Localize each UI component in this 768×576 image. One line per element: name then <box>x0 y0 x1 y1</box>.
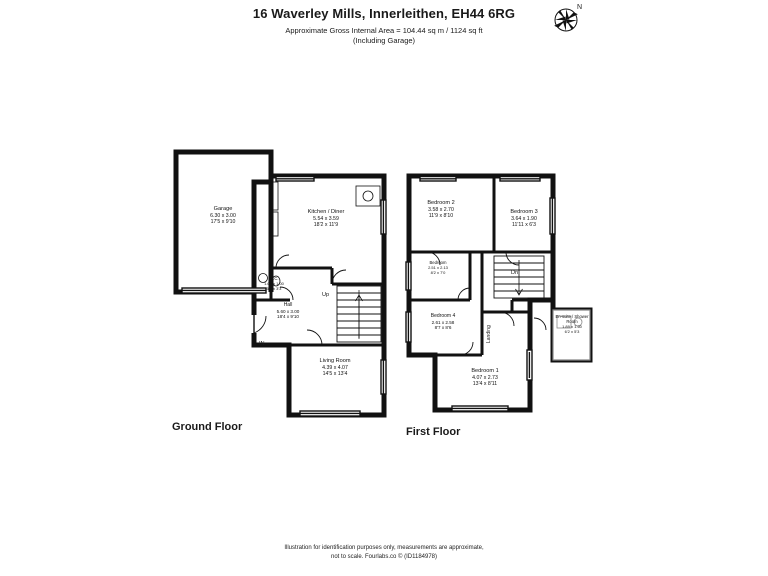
stairs-up-label: Up <box>322 292 330 298</box>
area-note: (Including Garage) <box>352 36 416 45</box>
room-label-living-room: Living Room 4.39 x 4.07 14'5 x 13'4 <box>319 358 351 377</box>
stairs-down-label: Dn <box>511 270 519 276</box>
room-label-wc: W.C. 1.65 x 1.00 5'5 x 3'3 <box>264 276 284 291</box>
compass-north-label: N <box>577 4 583 11</box>
footer-disclaimer <box>0 544 768 562</box>
room-label-hall: Hall 5.60 x 3.00 18'4 x 9'10 <box>276 302 300 320</box>
room-label-bedroom-3: Bedroom 3 3.64 x 1.90 11'11 x 6'3 <box>510 209 538 228</box>
landing-label: Landing <box>486 325 492 343</box>
first-floor-title: First Floor <box>406 426 461 438</box>
room-label-bedroom-4: Bedroom 4 2.61 x 2.58 8'7 x 8'6 <box>430 313 456 331</box>
footer-line-1: Illustration for identification purposes only, measurements are approximate, <box>284 545 484 551</box>
page-title: 16 Waverley Mills, Innerleithen, EH44 6RG <box>252 6 516 21</box>
room-label-ensuite-shower-room: En-suite / Shower Room 1.89 x 1.60 6'2 x 5'3 <box>555 314 589 334</box>
room-label-garage: Garage 6.30 x 3.00 17'5 x 9'10 <box>210 206 236 225</box>
area-summary: Approximate Gross Internal Area = 104.44 sq m / 1124 sq ft <box>285 26 483 35</box>
ground-floor-title: Ground Floor <box>172 421 243 433</box>
entrance-label: IN <box>259 341 265 347</box>
room-label-bedroom-2: Bedroom 2 3.58 x 2.70 11'9 x 8'10 <box>427 200 455 219</box>
room-label-kitchen-diner: Kitchen / Diner 5.54 x 3.59 18'2 x 11'9 <box>307 209 345 228</box>
room-label-bedroom: Bedroom 2.51 x 2.13 8'2 x 7'0 <box>428 260 448 275</box>
footer-line-2: not to scale. Fourlabs.co © (ID1184978) <box>330 554 438 560</box>
room-label-bedroom-1: Bedroom 1 4.07 x 2.73 13'4 x 8'11 <box>471 368 499 387</box>
